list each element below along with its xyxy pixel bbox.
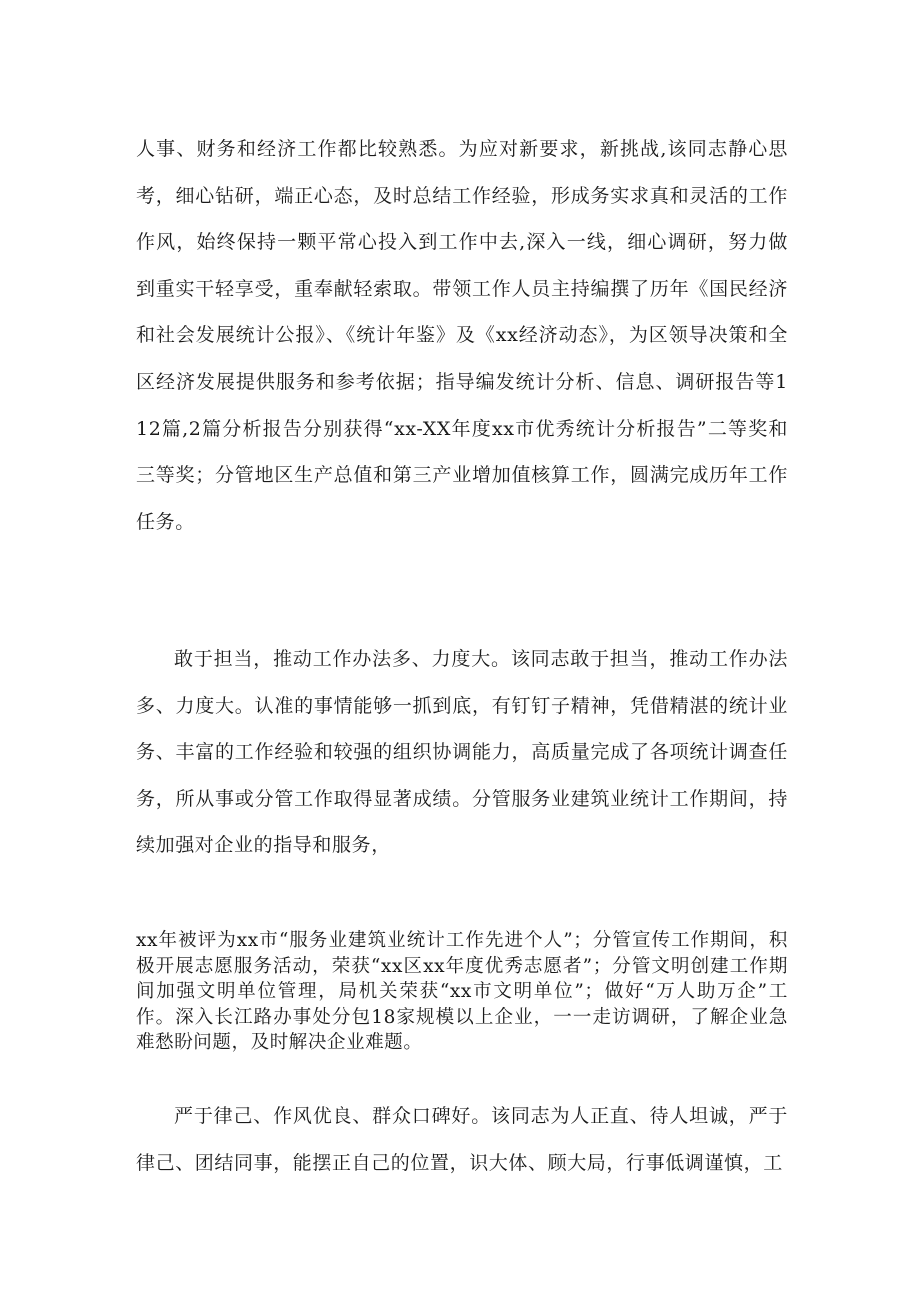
paragraph-taking-responsibility: 敢于担当，推动工作办法多、力度大。该同志敢于担当，推动工作办法多、力度大。认准的事情能够一抓到底，有钉钉子精神，凭借精湛的统计业务、丰富的工作经验和较强的组织协调能力，高质量完成了各项统计调查任务，所从事或分管工作取得显著成绩。分管服务业建筑业统计工作期间，持续加强对企业的指导和服务， (136, 648, 788, 857)
paragraph-self-discipline: 严于律己、作风优良、群众口碑好。该同志为人正直、待人坦诚，严于律己、团结同事，能摆正自己的位置，识大体、顾大局，行事低调谨慎，工 (136, 1105, 788, 1174)
paragraph-awards: xx年被评为xx市“服务业建筑业统计工作先进个人”；分管宣传工作期间，积极开展志愿服务活动，荣获“xx区xx年度优秀志愿者”；分管文明创建工作期间加强文明单位管理，局机关荣获“xx市文明单位”；做好“万人助万企”工作。深入长江路办事处分包18家规模以上企业，一一走访调研，了解企业急难愁盼问题，及时解决企业难题。 (136, 930, 788, 1053)
paragraph-work-experience: 人事、财务和经济工作都比较熟悉。为应对新要求，新挑战,该同志静心思考，细心钻研，端正心态，及时总结工作经验，形成务实求真和灵活的工作作风，始终保持一颗平常心投入到工作中去,深入一线，细心调研，努力做到重实干轻享受，重奉献轻索取。带领工作人员主持编撰了历年《国民经济和社会发展统计公报》、《统计年鉴》及《xx经济动态》，为区领导决策和全区经济发展提供服务和参考依据；指导编发统计分析、信息、调研报告等112篇,2篇分析报告分别获得“xx-XX年度xx市优秀统计分析报告”二等奖和三等奖；分管地区生产总值和第三产业增加值核算工作，圆满完成历年工作任务。 (136, 138, 788, 533)
